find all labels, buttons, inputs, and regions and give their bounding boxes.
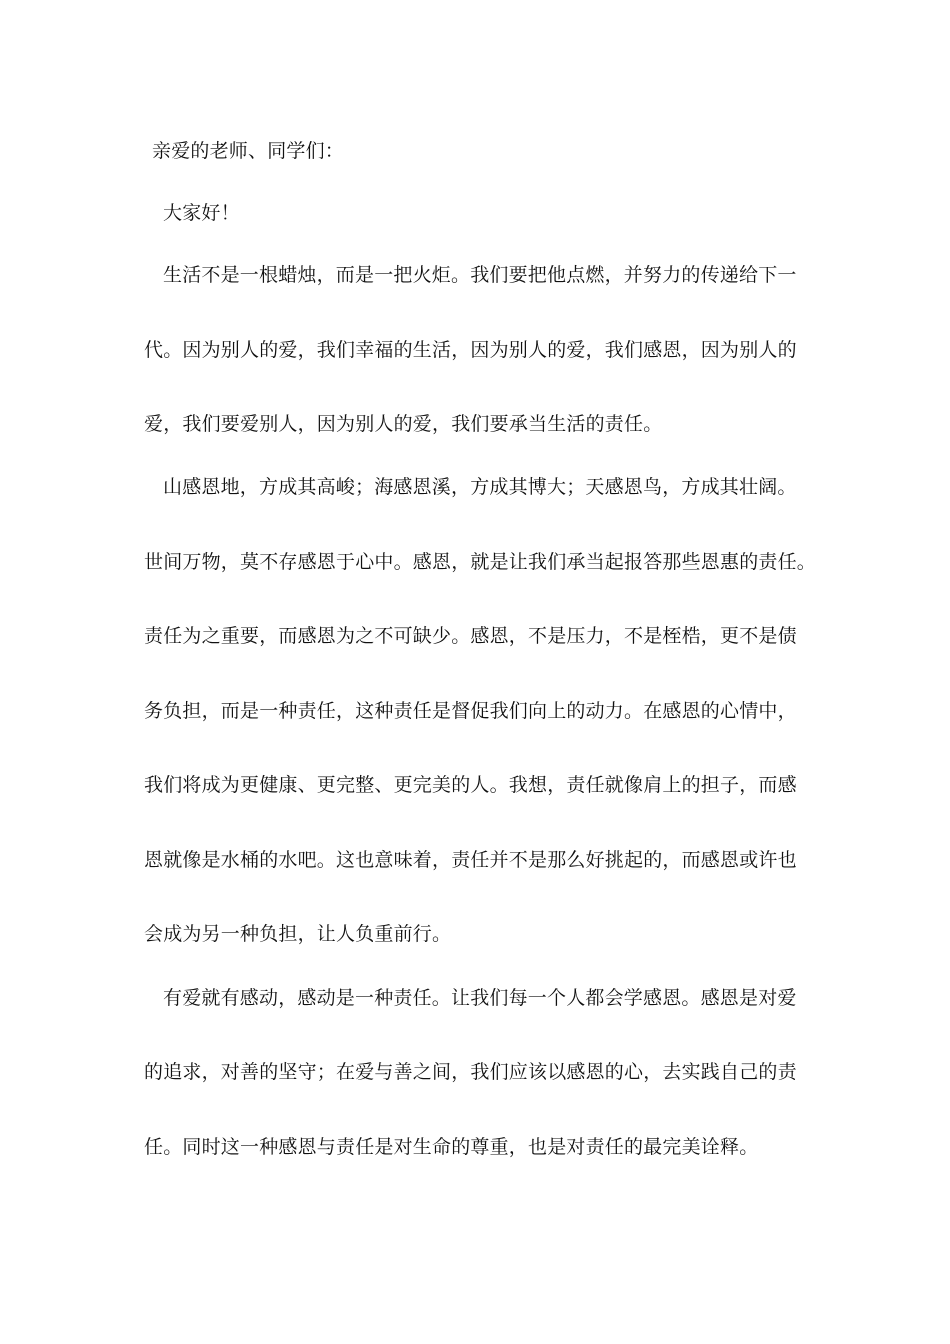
text-line: 爱，我们要爱别人，因为别人的爱，我们要承当生活的责任。 [144, 413, 663, 435]
text-line: 代。因为别人的爱，我们幸福的生活，因为别人的爱，我们感恩，因为别人的 [144, 339, 797, 361]
text-line: 任。同时这一种感恩与责任是对生命的尊重，也是对责任的最完美诠释。 [144, 1136, 759, 1158]
text-line: 我们将成为更健康、更完整、更完美的人。我想，责任就像肩上的担子，而感 [144, 774, 797, 796]
salutation: 亲爱的老师、同学们： [152, 140, 345, 162]
text-line: 世间万物，莫不存感恩于心中。感恩，就是让我们承当起报答那些恩惠的责任。 [144, 551, 817, 573]
text-line: 生活不是一根蜡烛，而是一把火炬。我们要把他点燃，并努力的传递给下一 [163, 264, 797, 286]
text-line: 山感恩地，方成其高峻；海感恩溪，方成其博大；天感恩鸟，方成其壮阔。 [163, 476, 797, 498]
greeting: 大家好！ [163, 202, 240, 224]
text-line: 恩就像是水桶的水吧。这也意味着，责任并不是那么好挑起的，而感恩或许也 [144, 849, 797, 871]
text-line: 务负担，而是一种责任，这种责任是督促我们向上的动力。在感恩的心情中， [144, 700, 797, 722]
text-line: 责任为之重要，而感恩为之不可缺少。感恩，不是压力，不是桎梏，更不是债 [144, 625, 797, 647]
text-line: 的追求，对善的坚守；在爱与善之间，我们应该以感恩的心，去实践自己的责 [144, 1061, 797, 1083]
text-line: 会成为另一种负担，让人负重前行。 [144, 923, 452, 945]
text-line: 有爱就有感动，感动是一种责任。让我们每一个人都会学感恩。感恩是对爱 [163, 987, 797, 1009]
